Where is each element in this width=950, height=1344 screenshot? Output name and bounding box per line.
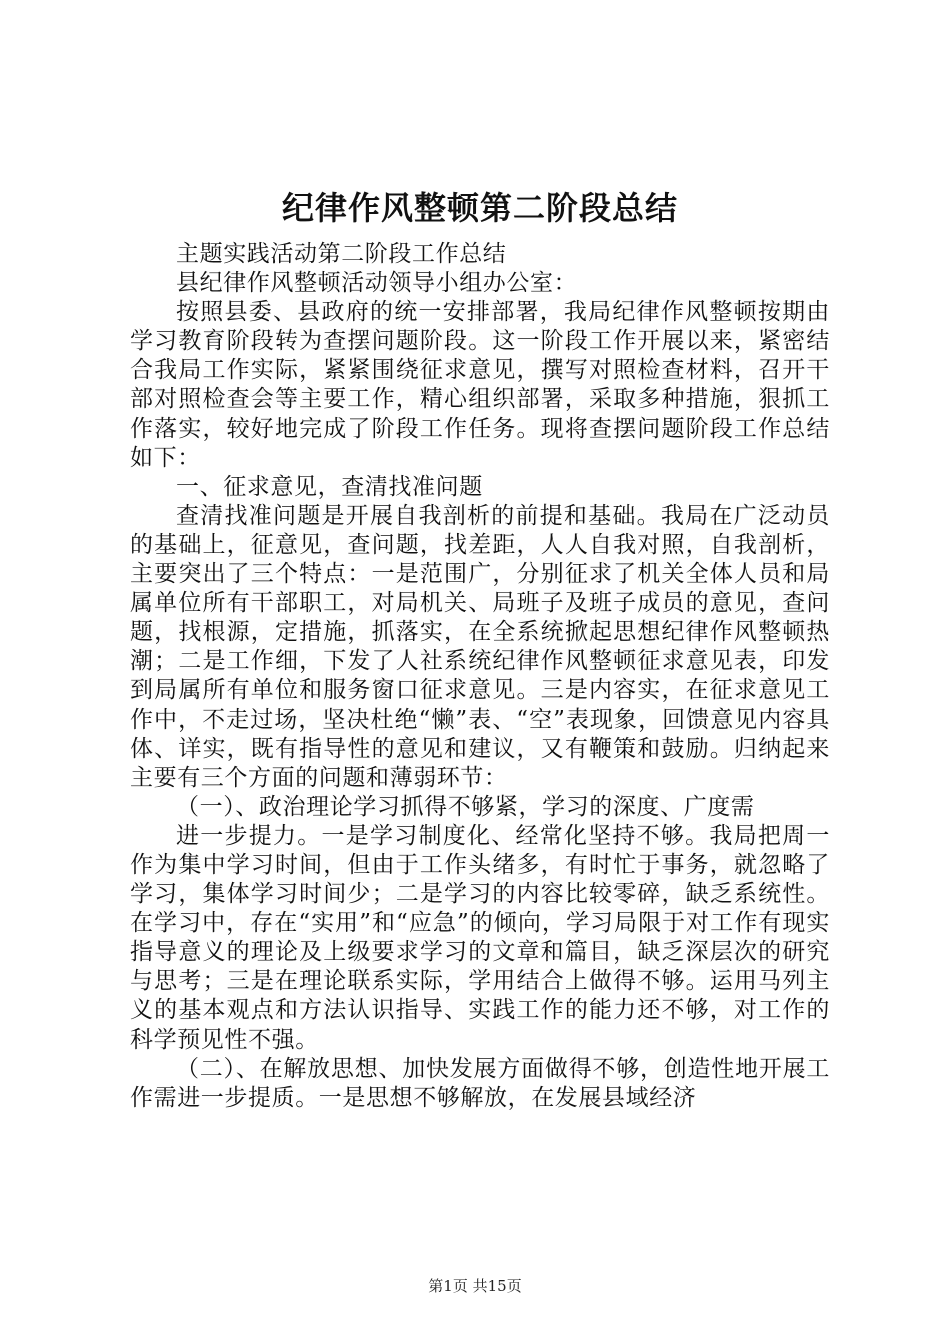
paragraph-section-1: 查清找准问题是开展自我剖析的前提和基础。我局在广泛动员的基础上，征意见，查问题，找差距，人人自我对照，自我剖析，主要突出了三个特点：一是范围广，分别征求了机关全体人员和局属单位所有干部职工，对局机关、局班子及班子成员的意见，查问题，找根源，定措施，抓落实，在全系统掀起思想纪律作风整顿热潮；二是工作细，下发了人社系统纪律作风整顿征求意见表，印发到局属所有单位和服务窗口征求意见。三是内容实，在征求意见工作中，不走过场，坚决杜绝“懒”表、“空”表现象，回馈意见内容具体、详实，既有指导性的意见和建议，又有鞭策和鼓励。归纳起来主要有三个方面的问题和薄弱环节：	[130, 502, 830, 791]
document-title: 纪律作风整顿第二阶段总结	[281, 189, 678, 227]
section-heading-1: 一、征求意见，查清找准问题	[176, 473, 483, 500]
subsection-heading-1: （一）、政治理论学习抓得不够紧，学习的深度、广度需	[176, 793, 755, 820]
paragraph-addressee: 县纪律作风整顿活动领导小组办公室：	[176, 270, 578, 297]
paragraph-subsection-2: （二）、在解放思想、加快发展方面做得不够，创造性地开展工作需进一步提质。一是思想不够解放，在发展县域经济	[130, 1055, 830, 1111]
page-footer: 第1页 共15页	[428, 1277, 522, 1295]
document-body	[130, 240, 830, 1113]
paragraph-subsection-1: 进一步提力。一是学习制度化、经常化坚持不够。我局把周一作为集中学习时间，但由于工作头绪多，有时忙于事务，就忽略了学习，集体学习时间少；二是学习的内容比较零碎，缺乏系统性。在学习中，存在“实用”和“应急”的倾向，学习局限于对工作有现实指导意义的理论及上级要求学习的文章和篇目，缺乏深层次的研究与思考；三是在理论联系实际，学用结合上做得不够。运用马列主义的基本观点和方法认识指导、实践工作的能力还不够，对工作的科学预见性不强。	[130, 822, 830, 1053]
paragraph-intro: 按照县委、县政府的统一安排部署，我局纪律作风整顿按期由学习教育阶段转为查摆问题阶段。这一阶段工作开展以来，紧密结合我局工作实际，紧紧围绕征求意见，撰写对照检查材料，召开干部对照检查会等主要工作，精心组织部署，采取多种措施，狠抓工作落实，较好地完成了阶段工作任务。现将查摆问题阶段工作总结如下：	[130, 299, 830, 471]
paragraph-subtitle: 主题实践活动第二阶段工作总结	[176, 241, 507, 267]
